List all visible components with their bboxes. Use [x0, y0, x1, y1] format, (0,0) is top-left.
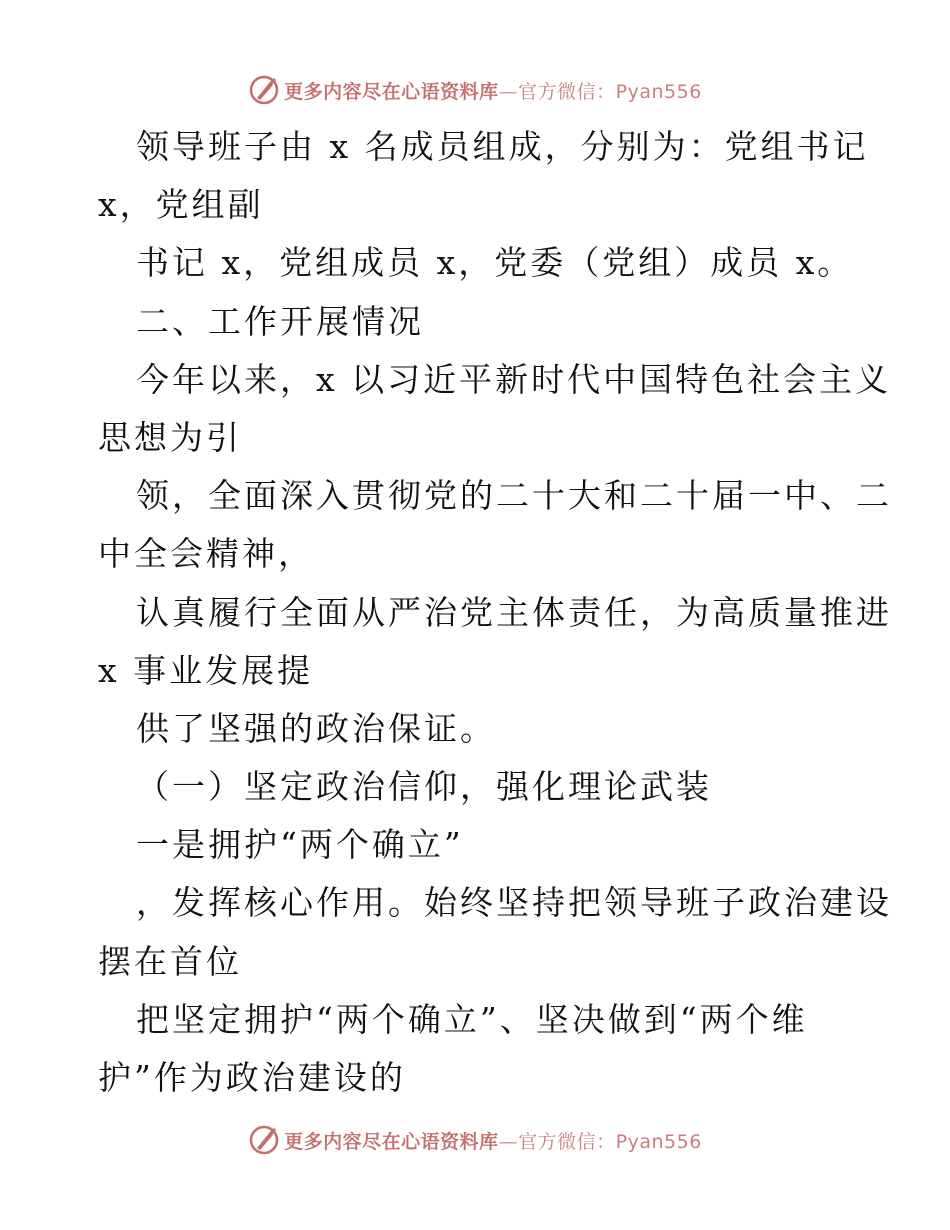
text-line: 把坚定拥护“两个确立”、坚决做到“两个维: [136, 999, 808, 1039]
text-line: 领导班子由 x 名成员组成，分别为：党组书记: [136, 127, 869, 166]
text-line: 认真履行全面从严治党主体责任，为高质量推进: [136, 592, 892, 632]
text-line: 思想为引: [98, 417, 242, 457]
watermark-tail: 官方微信：Pyan556: [518, 80, 702, 103]
watermark-banner-top: [0, 70, 950, 110]
quill-logo-icon: [248, 74, 280, 106]
text-line: 护”作为政治建设的: [98, 1058, 406, 1097]
text-line: 一是拥护“两个确立”: [136, 825, 464, 865]
watermark-text: [284, 77, 702, 104]
text-line: 摆在首位: [98, 941, 242, 981]
text-line: 供了坚强的政治保证。: [136, 708, 496, 748]
watermark-main: 更多内容尽在心语资料库: [284, 80, 499, 103]
text-line: x，党组副: [98, 185, 264, 225]
text-line: 今年以来，x 以习近平新时代中国特色社会主义: [136, 359, 892, 399]
quill-logo-icon: [248, 1124, 280, 1156]
watermark-banner-bottom: [0, 1120, 950, 1160]
watermark-main: 更多内容尽在心语资料库: [284, 1130, 499, 1153]
text-line: ，发挥核心作用。始终坚持把领导班子政治建设: [136, 883, 892, 923]
text-line: 中全会精神，: [98, 534, 314, 574]
watermark-tail: 官方微信：Pyan556: [518, 1130, 702, 1153]
text-line: 书记 x，党组成员 x，党委（党组）成员 x。: [136, 243, 854, 283]
document-body: [98, 118, 892, 1107]
text-line: x 事业发展提: [98, 650, 314, 690]
text-line: 领，全面深入贯彻党的二十大和二十届一中、二: [136, 476, 892, 516]
text-line: （一）坚定政治信仰，强化理论武装: [136, 767, 712, 807]
watermark-text: [284, 1127, 702, 1154]
watermark-dash: —: [498, 80, 519, 103]
text-line: 二、工作开展情况: [136, 301, 424, 341]
watermark-dash: —: [498, 1130, 519, 1153]
